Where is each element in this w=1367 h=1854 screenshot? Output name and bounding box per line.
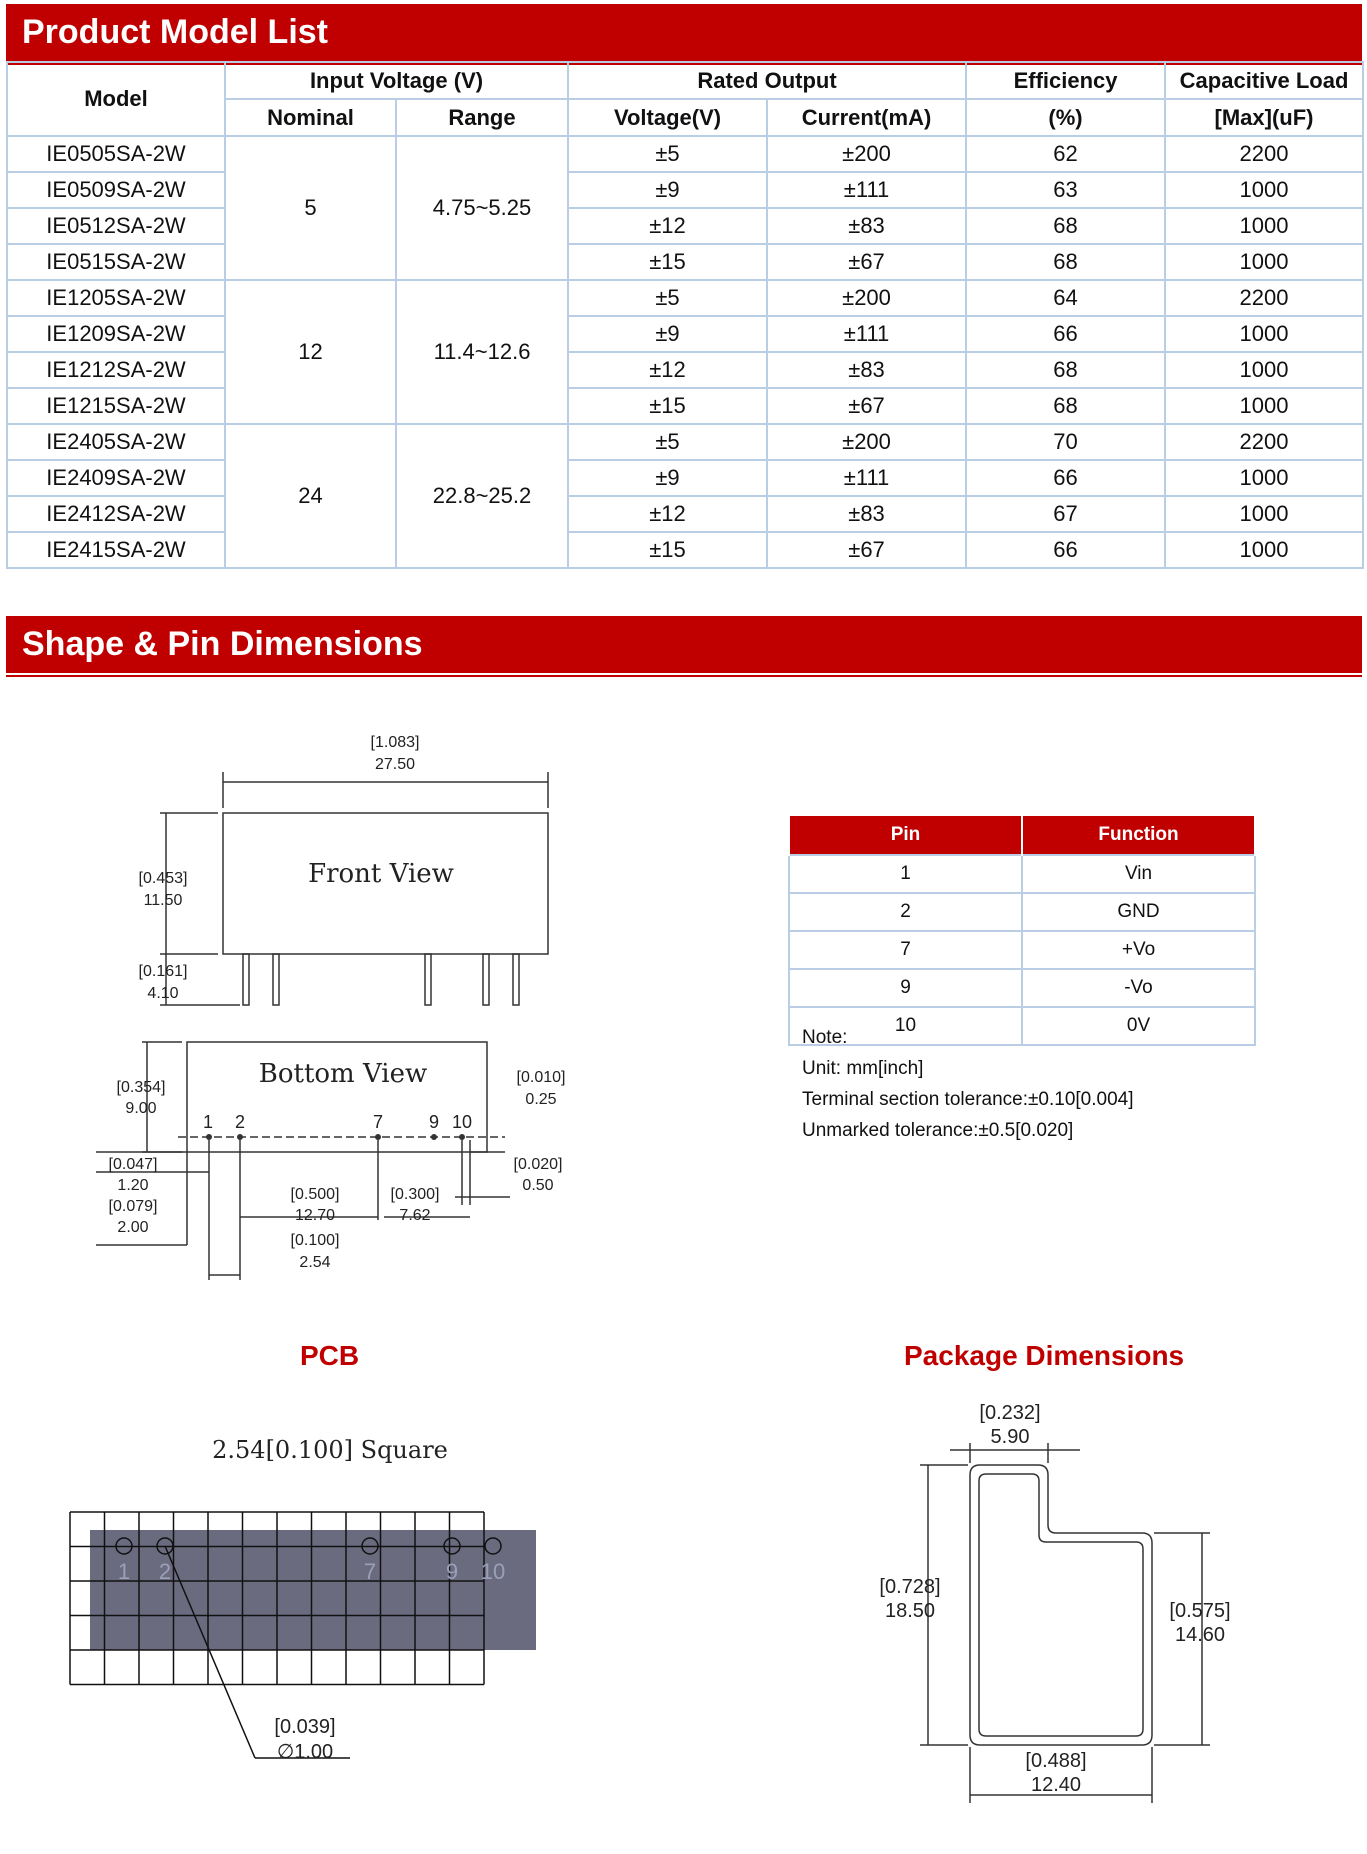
header-capacitive-load: Capacitive Load [1165, 62, 1363, 99]
pin-length-inch-label: [0.161] [138, 963, 188, 980]
cell-range: 4.75~5.25 [396, 136, 568, 280]
section-title-product-model-list: Product Model List [6, 4, 1362, 61]
cell-current: ±200 [767, 136, 966, 172]
cell-model: IE1209SA-2W [7, 316, 225, 352]
cell-efficiency: 67 [966, 496, 1165, 532]
table-row [7, 496, 1363, 532]
note-terminal-tolerance: Terminal section tolerance:±0.10[0.004] [802, 1089, 1134, 1110]
cell-voltage: ±12 [568, 496, 767, 532]
cell-range: 11.4~12.6 [396, 280, 568, 424]
package-top-inch-label: [0.232] [979, 1402, 1041, 1424]
table-row [7, 316, 1363, 352]
depth-mm-label: 9.00 [125, 1100, 157, 1117]
cell-efficiency: 70 [966, 424, 1165, 460]
front-view-label: Front View [308, 859, 454, 889]
cell-current: ±67 [767, 388, 966, 424]
pcb-hole-inch-label: [0.039] [274, 1716, 336, 1738]
header-capacitive-unit: [Max](uF) [1165, 99, 1363, 136]
pin-row [789, 855, 1255, 893]
table-row [7, 532, 1363, 568]
thickness-mm-label: 0.25 [525, 1091, 557, 1108]
header-rated-output: Rated Output [568, 62, 966, 99]
cell-capacitive-load: 2200 [1165, 136, 1363, 172]
cell-voltage: ±12 [568, 352, 767, 388]
cell-function: Vin [1022, 855, 1255, 893]
cell-current: ±83 [767, 208, 966, 244]
cell-model: IE0505SA-2W [7, 136, 225, 172]
cell-function: GND [1022, 893, 1255, 931]
cell-voltage: ±9 [568, 460, 767, 496]
cell-capacitive-load: 2200 [1165, 280, 1363, 316]
pin-row [789, 969, 1255, 1007]
bottom-view-label: Bottom View [258, 1059, 428, 1089]
cell-efficiency: 66 [966, 316, 1165, 352]
cell-function: -Vo [1022, 969, 1255, 1007]
cell-current: ±67 [767, 244, 966, 280]
cell-voltage: ±5 [568, 280, 767, 316]
cell-model: IE2412SA-2W [7, 496, 225, 532]
dimension-drawing [0, 700, 720, 1300]
cell-model: IE0509SA-2W [7, 172, 225, 208]
pcb-pin-1: 1 [117, 1559, 131, 1584]
cell-voltage: ±15 [568, 532, 767, 568]
cell-model: IE1215SA-2W [7, 388, 225, 424]
table-row [7, 460, 1363, 496]
cell-voltage: ±15 [568, 388, 767, 424]
cell-range: 22.8~25.2 [396, 424, 568, 568]
pcb-grid-label: 2.54[0.100] Square [212, 1436, 448, 1464]
cell-current: ±200 [767, 424, 966, 460]
header-input-voltage: Input Voltage (V) [225, 62, 568, 99]
table-row [7, 136, 1363, 172]
cell-function: 0V [1022, 1007, 1255, 1045]
pin-label-1: 1 [202, 1112, 214, 1132]
pin-function-table [788, 814, 1256, 1046]
cell-pin: 7 [789, 931, 1022, 969]
cell-current: ±67 [767, 532, 966, 568]
cell-capacitive-load: 1000 [1165, 352, 1363, 388]
header-model: Model [7, 62, 225, 136]
pin-row [789, 931, 1255, 969]
pcb-pin-10: 10 [480, 1559, 506, 1584]
cell-voltage: ±9 [568, 316, 767, 352]
package-left-inch-label: [0.728] [879, 1576, 941, 1598]
package-top-mm-label: 5.90 [990, 1426, 1030, 1448]
header-pin: Pin [789, 815, 1022, 855]
product-model-table [6, 61, 1364, 569]
width-mm-label: 27.50 [374, 756, 416, 773]
cell-capacitive-load: 1000 [1165, 316, 1363, 352]
offset-a-inch-label: [0.047] [108, 1156, 158, 1173]
cell-current: ±83 [767, 496, 966, 532]
width-inch-label: [1.083] [370, 734, 420, 751]
cell-capacitive-load: 2200 [1165, 424, 1363, 460]
cell-efficiency: 66 [966, 460, 1165, 496]
header-function: Function [1022, 815, 1255, 855]
package-dimensions-title: Package Dimensions [904, 1340, 1185, 1371]
table-row [7, 424, 1363, 460]
spacing-3-inch-label: [0.100] [290, 1232, 340, 1249]
cell-pin: 9 [789, 969, 1022, 1007]
section-title-shape-pin-dimensions: Shape & Pin Dimensions [6, 616, 1362, 673]
pcb-title: PCB [300, 1340, 360, 1371]
package-drawing [860, 1395, 1260, 1815]
header-nominal: Nominal [225, 99, 396, 136]
cell-efficiency: 66 [966, 532, 1165, 568]
cell-current: ±111 [767, 460, 966, 496]
table-row [7, 244, 1363, 280]
cell-current: ±83 [767, 352, 966, 388]
cell-efficiency: 63 [966, 172, 1165, 208]
cell-nominal: 12 [225, 280, 396, 424]
spacing-3-mm-label: 2.54 [299, 1254, 331, 1271]
pin-dia-inch-label: [0.020] [513, 1156, 563, 1173]
pin-length-mm-label: 4.10 [147, 985, 179, 1002]
pcb-pin-2: 2 [158, 1559, 172, 1584]
cell-capacitive-load: 1000 [1165, 208, 1363, 244]
cell-model: IE2405SA-2W [7, 424, 225, 460]
pin-label-9: 9 [428, 1112, 440, 1132]
cell-model: IE1212SA-2W [7, 352, 225, 388]
offset-a-mm-label: 1.20 [117, 1177, 149, 1194]
package-bottom-inch-label: [0.488] [1025, 1750, 1087, 1772]
header-efficiency-unit: (%) [966, 99, 1165, 136]
spacing-1-inch-label: [0.500] [290, 1186, 340, 1203]
cell-capacitive-load: 1000 [1165, 532, 1363, 568]
cell-voltage: ±9 [568, 172, 767, 208]
depth-inch-label: [0.354] [116, 1079, 166, 1096]
cell-voltage: ±15 [568, 244, 767, 280]
package-left-mm-label: 18.50 [884, 1600, 936, 1622]
cell-capacitive-load: 1000 [1165, 244, 1363, 280]
cell-function: +Vo [1022, 931, 1255, 969]
note-unmarked-tolerance: Unmarked tolerance:±0.5[0.020] [802, 1120, 1074, 1141]
cell-capacitive-load: 1000 [1165, 388, 1363, 424]
pin-table-body [789, 855, 1255, 1045]
package-right-mm-label: 14.60 [1174, 1624, 1226, 1646]
header-current: Current(mA) [767, 99, 966, 136]
cell-nominal: 5 [225, 136, 396, 280]
pcb-pin-9: 9 [445, 1559, 459, 1584]
header-voltage: Voltage(V) [568, 99, 767, 136]
table-row [7, 388, 1363, 424]
package-right-inch-label: [0.575] [1169, 1600, 1231, 1622]
pin-dia-mm-label: 0.50 [522, 1177, 554, 1194]
model-table-body [7, 136, 1363, 568]
cell-capacitive-load: 1000 [1165, 172, 1363, 208]
height-inch-label: [0.453] [138, 870, 188, 887]
cell-model: IE2415SA-2W [7, 532, 225, 568]
cell-capacitive-load: 1000 [1165, 496, 1363, 532]
cell-pin: 2 [789, 893, 1022, 931]
cell-model: IE0515SA-2W [7, 244, 225, 280]
cell-pin: 10 [789, 1007, 1022, 1045]
cell-capacitive-load: 1000 [1165, 460, 1363, 496]
header-efficiency: Efficiency [966, 62, 1165, 99]
cell-efficiency: 64 [966, 280, 1165, 316]
cell-voltage: ±5 [568, 136, 767, 172]
spacing-2-mm-label: 7.62 [399, 1207, 431, 1224]
note-unit: Unit: mm[inch] [802, 1058, 924, 1079]
cell-model: IE0512SA-2W [7, 208, 225, 244]
header-range: Range [396, 99, 568, 136]
spacing-1-mm-label: 12.70 [294, 1207, 336, 1224]
table-row [7, 172, 1363, 208]
cell-efficiency: 68 [966, 352, 1165, 388]
note-title: Note: [802, 1027, 848, 1048]
offset-b-inch-label: [0.079] [108, 1198, 158, 1215]
thickness-inch-label: [0.010] [516, 1069, 566, 1086]
cell-efficiency: 62 [966, 136, 1165, 172]
cell-nominal: 24 [225, 424, 396, 568]
pin-row [789, 893, 1255, 931]
table-row [7, 280, 1363, 316]
pin-label-2: 2 [234, 1112, 246, 1132]
cell-voltage: ±5 [568, 424, 767, 460]
cell-pin: 1 [789, 855, 1022, 893]
pin-label-10: 10 [451, 1112, 473, 1132]
cell-current: ±111 [767, 316, 966, 352]
cell-current: ±111 [767, 172, 966, 208]
table-row [7, 352, 1363, 388]
pin-label-7: 7 [372, 1112, 384, 1132]
pcb-pin-7: 7 [363, 1559, 377, 1584]
cell-efficiency: 68 [966, 208, 1165, 244]
pcb-hole-mm-label: ∅1.00 [276, 1741, 334, 1763]
cell-model: IE2409SA-2W [7, 460, 225, 496]
cell-voltage: ±12 [568, 208, 767, 244]
package-bottom-mm-label: 12.40 [1030, 1774, 1082, 1796]
spacing-2-inch-label: [0.300] [390, 1186, 440, 1203]
pcb-drawing [60, 1400, 620, 1780]
package-outer-profile [970, 1465, 1152, 1745]
offset-b-mm-label: 2.00 [117, 1219, 149, 1236]
cell-model: IE1205SA-2W [7, 280, 225, 316]
notes-block [802, 1022, 1134, 1146]
cell-current: ±200 [767, 280, 966, 316]
table-row [7, 208, 1363, 244]
cell-efficiency: 68 [966, 388, 1165, 424]
cell-efficiency: 68 [966, 244, 1165, 280]
height-mm-label: 11.50 [143, 892, 183, 909]
